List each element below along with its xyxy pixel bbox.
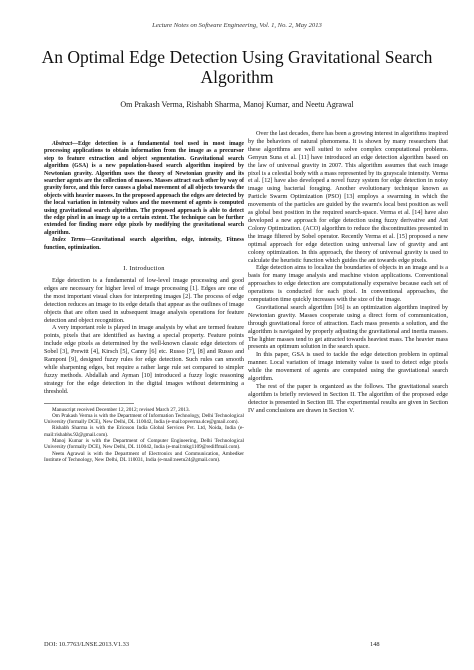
left-column <box>44 141 244 463</box>
intro-paragraph: A very important role is played in image analysis by what are termed feature points, pixels that are identified as having a special property. Feature points include edge pixels as determined by the well-known classic edge detectors of Sobel [3], Prewitt [4], Kirsch [5], Canny [6] etc. Russo [7], [8] and Russo and Ramponi [9], designed fuzzy rules for edge detection. Such rules can smooth while sharpening edges, but require a rather large rule set compared to simpler fuzzy methods. Abdallah and Ayman [10] introduced a fuzzy logic reasoning strategy for the edge detection in the digital images without determining a threshold. <box>44 325 244 395</box>
abstract-label: Abstract <box>52 141 73 147</box>
index-terms <box>44 237 244 252</box>
footnote: Rishabh Sharma is with the Ericsson India Global Services Pvt. Ltd, Noida, India (e-mail:rishabhs.92@gmail.com). <box>44 425 244 438</box>
right-column <box>248 131 448 416</box>
abstract-text: —Edge detection is a fundamental tool used in most image processing applications to obtain information from the image as a precursor step to feature extraction and object segmentation. Gravitational search algorithm (GSA) is a new population-based search algorithm inspired by Newtonian gravity. Algorithm uses the theory of Newtonian gravity and its searcher agents are the collection of masses. Masses attract each other by way of gravity force, and this force causes a global movement of all objects towards the objects with heavier masses. In the proposed approach the edges are detected by the local variation in intensity values and the movement of agents is computed using gravitational search algorithm. The proposed approach is able to detect the edge pixel in an image up to a certain extent. The technique can be further extended for finding more edge pixels by modifying the gravitational search algorithm. <box>44 141 244 236</box>
section-heading-introduction: I. Introduction <box>123 265 165 273</box>
body-paragraph: Gravitational search algorithm [16] is an optimization algorithm inspired by Newtonian gravity. Masses cooperate using a direct form of communication, through gravitational force of attraction. Each mass presents a solution, and the algorithm is navigated by properly adjusting the gravitational and inertia masses. The lighter masses tend to get attracted towards heaviest mass. The heavier mass presents an optimum solution in the search space. <box>248 304 448 351</box>
body-paragraph: Over the last decades, there has been a growing interest in algorithms inspired by the behaviors of natural phenomena. It is shown by many researchers that these algorithms are well suited to solve complex computational problems. Genyun Suna et al. [11] have introduced an edge detection algorithm based on the law of universal gravity in 2007. This algorithm assumes that each image pixel is a celestial body with a mass represented by its grayscale intensity. Verma et al. [12] have also developed a novel fuzzy system for edge detection in noisy image using bacterial foraging. Another evolutionary technique known as Particle Swarm Optimization (PSO) [13] employs a swarming in which the movements of the particles are guided by the swarm's local best position as well as global best position in the required search-space. Verma et al. [14] have also developed a new approach for edge detection using fuzzy derivative and Ant Colony Optimization. (ACO) algorithm to reduce the discontinuities presented in the image filtered by Sobel operator. Recently Verma et al. [15] proposed a new optimal approach for edge detection using universal law of gravity and ant colony optimization. In this approach, the theory of universal gravity is used to calculate the heuristic function which guides the ant towards edge pixels. <box>248 131 448 264</box>
body-paragraph: In this paper, GSA is used to tackle the edge detection problem in optimal manner. Local variation of image intensity value is used to detect edge pixels while the movement of agents are computed using the gravitational search algorithm. <box>248 352 448 383</box>
author-list: Om Prakash Verma, Rishabh Sharma, Manoj Kumar, and Neetu Agrawal <box>120 100 354 109</box>
doi-footer: DOI: 10.7763/LNSE.2013.V1.33 <box>44 641 130 648</box>
body-paragraph: Edge detection aims to localize the boundaries of objects in an image and is a basis for many image analysis and machine vision applications. Conventional approaches to edge detection are computationally expensive because each set of operations is conducted for each pixel. In conventional approaches, the computation time quickly increases with the size of the image. <box>248 265 448 304</box>
footnote: Manuscript received December 12, 2012; revised March 27, 2013. <box>52 406 190 413</box>
index-terms-text: —Gravitational search algorithm, edge, intensity, Fitness function, optimization. <box>44 237 244 251</box>
index-terms-label: Index Terms <box>52 237 86 244</box>
footnote: Neetu Agrawal is with the Department of Electronics and Communication, Ambedker Institute of Technology, New Delhi, DL 110031, India (e-mail:neetu24@gmail.com). <box>44 450 244 463</box>
body-paragraph: The rest of the paper is organized as the follows. The gravitational search algorithm is briefly reviewed in Section II. The algorithm of the proposed edge detector is presented in Section III. The experimental results are given in Section IV and conclusions are drawn in Section V. <box>248 384 448 414</box>
abstract <box>44 141 244 237</box>
footnote: Om Prakash Verma is with the Department of Information Technology, Delhi Technological University (formally DCE), New Delhi, DL 110042, India (e-mail:opverma.dce@gmail.com). <box>44 412 244 426</box>
journal-header: Lecture Notes on Software Engineering, Vol. 1, No. 2, May 2013 <box>152 22 322 29</box>
intro-paragraph: Edge detection is a fundamental of low-level image processing and good edges are necessary for higher level of image processing [1]. Edges are one of the most important visual clues for interpreting images [2]. The process of edge detection reduces an image to its edge details that appear as the outlines of image objects that are often used in subsequent image analysis operations for feature detection and object recognition. <box>44 278 244 324</box>
footnote: Manoj Kumar is with the Department of Computer Engineering, Delhi Technological University (formally DCE), New Delhi, DL 110042, India (e-mail:mkg1109@rediffmail.com). <box>44 438 244 451</box>
paper-title: An Optimal Edge Detection Using Gravitational Search Algorithm <box>41 47 433 87</box>
page-number: 148 <box>370 641 380 648</box>
